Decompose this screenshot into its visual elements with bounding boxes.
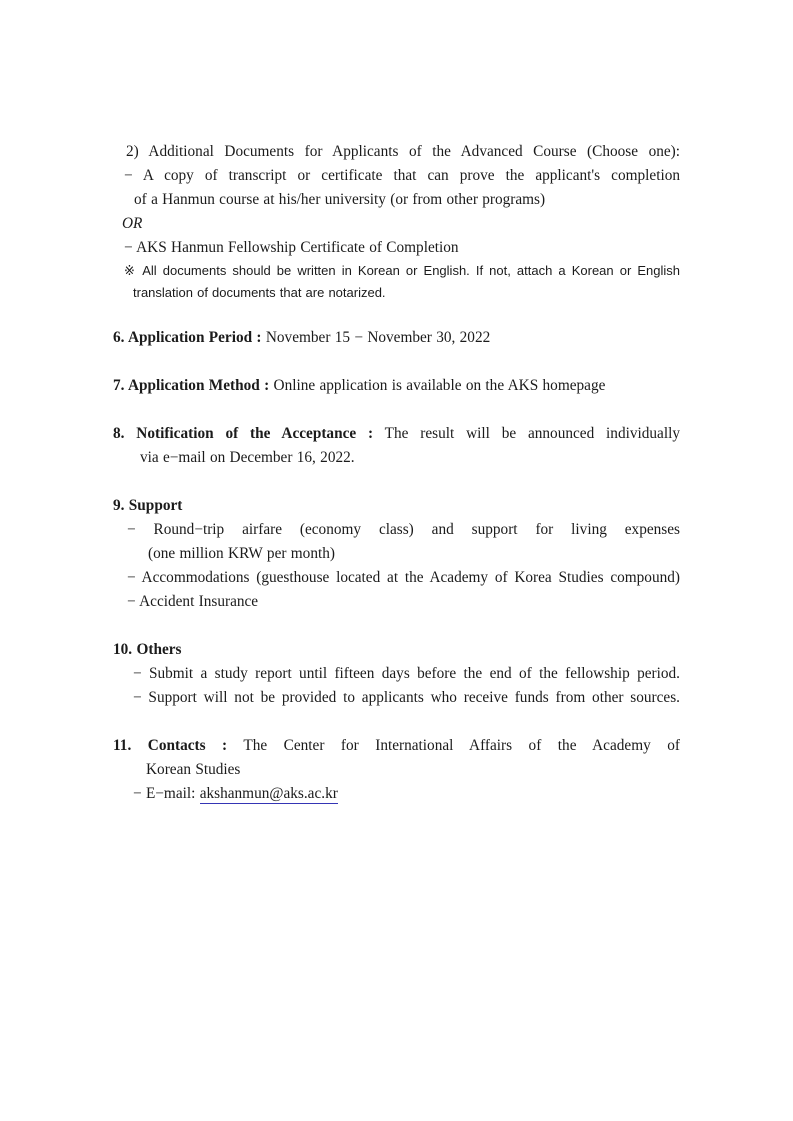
email-label: − E−mail: (133, 785, 196, 802)
application-period-label: 6. Application Period : (113, 329, 262, 346)
section-contacts (113, 734, 680, 806)
notification-text-line1: The result will be announced individually (384, 425, 680, 442)
notification-label: 8. Notification of the Acceptance : (113, 425, 374, 442)
contacts-text-line2: Korean Studies (146, 761, 241, 778)
advanced-docs-block (113, 140, 680, 304)
application-period-text: November 15 − November 30, 2022 (265, 329, 491, 346)
support-item-airfare-line2: (one million KRW per month) (148, 545, 335, 562)
support-item-accommodations: − Accommodations (guesthouse located at the Academy of Korea Studies compound) (127, 569, 680, 586)
email-link[interactable]: akshanmun@aks.ac.kr (199, 785, 338, 802)
contacts-text-line1: The Center for International Affairs of the Academy of (243, 737, 680, 754)
section-notification (113, 422, 680, 470)
advanced-docs-item-transcript-line1: − A copy of transcript or certificate that can prove the applicant's completion (124, 167, 680, 184)
language-note-line1: ※ All documents should be written in Korean or English. If not, attach a Korean or English (124, 263, 680, 278)
contacts-label: 11. Contacts : (113, 737, 228, 754)
advanced-docs-heading: 2) Additional Documents for Applicants of the Advanced Course (Choose one): (126, 143, 680, 160)
section-support (113, 494, 680, 614)
support-item-airfare-line1: − Round−trip airfare (economy class) and support for living expenses (127, 521, 680, 538)
language-note-line2: translation of documents that are notarized. (133, 285, 386, 300)
contacts-email-line (133, 782, 680, 806)
others-item-study-report: − Submit a study report until fifteen days before the end of the fellowship period. (133, 665, 680, 682)
support-heading: 9. Support (113, 497, 183, 514)
notification-text-line2: via e−mail on December 16, 2022. (140, 449, 355, 466)
section-others (113, 638, 680, 710)
section-application-period (113, 326, 680, 350)
application-method-label: 7. Application Method : (113, 377, 270, 394)
advanced-docs-item-certificate: − AKS Hanmun Fellowship Certificate of Completion (124, 239, 459, 256)
others-item-funding: − Support will not be provided to applicants who receive funds from other sources. (133, 689, 680, 706)
document-content (113, 140, 680, 806)
application-method-text: Online application is available on the AKS homepage (273, 377, 606, 394)
others-heading: 10. Others (113, 641, 182, 658)
or-separator: OR (122, 215, 143, 232)
advanced-docs-item-transcript-line2: of a Hanmun course at his/her university (or from other programs) (134, 191, 546, 208)
section-application-method (113, 374, 680, 398)
support-item-insurance: − Accident Insurance (127, 593, 259, 610)
